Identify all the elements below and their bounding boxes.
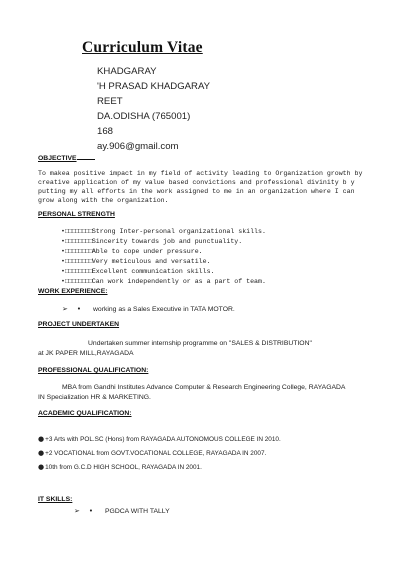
- it-skills-item: ➢ • PGDCA WITH TALLY: [74, 507, 170, 515]
- contact-father-name: 'H PRASAD KHADGARAY: [97, 81, 211, 92]
- project-line-1: Undertaken summer internship programme on "SALES & DISTRIBUTION": [88, 340, 312, 347]
- contact-email: ay.906@gmail.com: [97, 141, 179, 152]
- work-experience-heading: WORK EXPERIENCE:: [38, 288, 108, 295]
- list-item: ●10th from G.C.D HIGH SCHOOL, RAYAGADA IN 2001.: [38, 463, 202, 471]
- professional-heading: PROFESSIONAL QUALIFICATION:: [38, 367, 149, 374]
- objective-text: To makea positive impact in my field of activity leading to Organization growth by creative application of my value based convictions and professional divinity b y putting my all efforts in the work assigned to me in an organization where I can grow along with the organization.: [38, 170, 363, 204]
- objective-heading: OBJECTIVE: [38, 153, 95, 162]
- missing-glyph-icon: □□□□□□□□: [64, 248, 92, 255]
- arrow-bullet-icon: ➢: [62, 305, 68, 313]
- list-item: •□□□□□□□□Sincerity towards job and punctuality.: [61, 238, 243, 245]
- bullet-icon: •: [61, 258, 65, 265]
- missing-glyph-icon: □□□□□□□□: [64, 268, 92, 275]
- bullet-icon: •: [61, 238, 65, 245]
- academic-heading: ACADEMIC QUALIFICATION:: [38, 410, 132, 417]
- bullet-icon: •: [61, 268, 65, 275]
- contact-name: KHADGARAY: [97, 66, 157, 77]
- bullet-icon: •: [76, 305, 82, 313]
- bullet-icon: •: [61, 278, 65, 285]
- project-line-2: at JK PAPER MILL,RAYAGADA: [38, 350, 134, 357]
- page-title: Curriculum Vitae: [82, 39, 203, 56]
- bullet-icon: •: [61, 248, 65, 255]
- contact-street: REET: [97, 96, 123, 107]
- bullet-icon: ●: [38, 449, 45, 457]
- missing-glyph-icon: □□□□□□□□: [64, 228, 92, 235]
- arrow-bullet-icon: ➢: [74, 507, 80, 515]
- personal-strength-heading: PERSONAL STRENGTH: [38, 211, 115, 218]
- bullet-icon: •: [61, 228, 65, 235]
- project-heading: PROJECT UNDERTAKEN: [38, 321, 120, 328]
- professional-line-2: IN Specialization HR & MARKETING.: [38, 394, 151, 401]
- missing-glyph-icon: □□□□□□□□: [64, 258, 92, 265]
- list-item: •□□□□□□□□Very meticulous and versatile.: [61, 258, 211, 265]
- list-item: ●+3 Arts with POL.SC (Hons) from RAYAGADA AUTONOMOUS COLLEGE IN 2010.: [38, 435, 281, 443]
- bullet-icon: ●: [38, 435, 45, 443]
- work-experience-item: ➢ • working as a Sales Executive in TATA MOTOR.: [62, 305, 235, 313]
- bullet-icon: ●: [38, 463, 45, 471]
- list-item: •□□□□□□□□Can work independently or as a part of team.: [61, 278, 266, 285]
- list-item: •□□□□□□□□Strong Inter-personal organizational skills.: [61, 228, 266, 235]
- missing-glyph-icon: □□□□□□□□: [64, 238, 92, 245]
- list-item: •□□□□□□□□Excellent communication skills.: [61, 268, 215, 275]
- contact-city: DA.ODISHA (765001): [97, 111, 191, 122]
- professional-line-1: MBA from Gandhi Institutes Advance Computer & Research Engineering College, RAYAGADA: [62, 384, 346, 391]
- contact-phone: 168: [97, 126, 114, 137]
- bullet-icon: •: [88, 507, 94, 515]
- list-item: ●+2 VOCATIONAL from GOVT.VOCATIONAL COLLEGE, RAYAGADA IN 2007.: [38, 449, 267, 457]
- it-skills-heading: IT SKILLS:: [38, 496, 73, 503]
- list-item: •□□□□□□□□Able to cope under pressure.: [61, 248, 203, 255]
- missing-glyph-icon: □□□□□□□□: [64, 278, 92, 285]
